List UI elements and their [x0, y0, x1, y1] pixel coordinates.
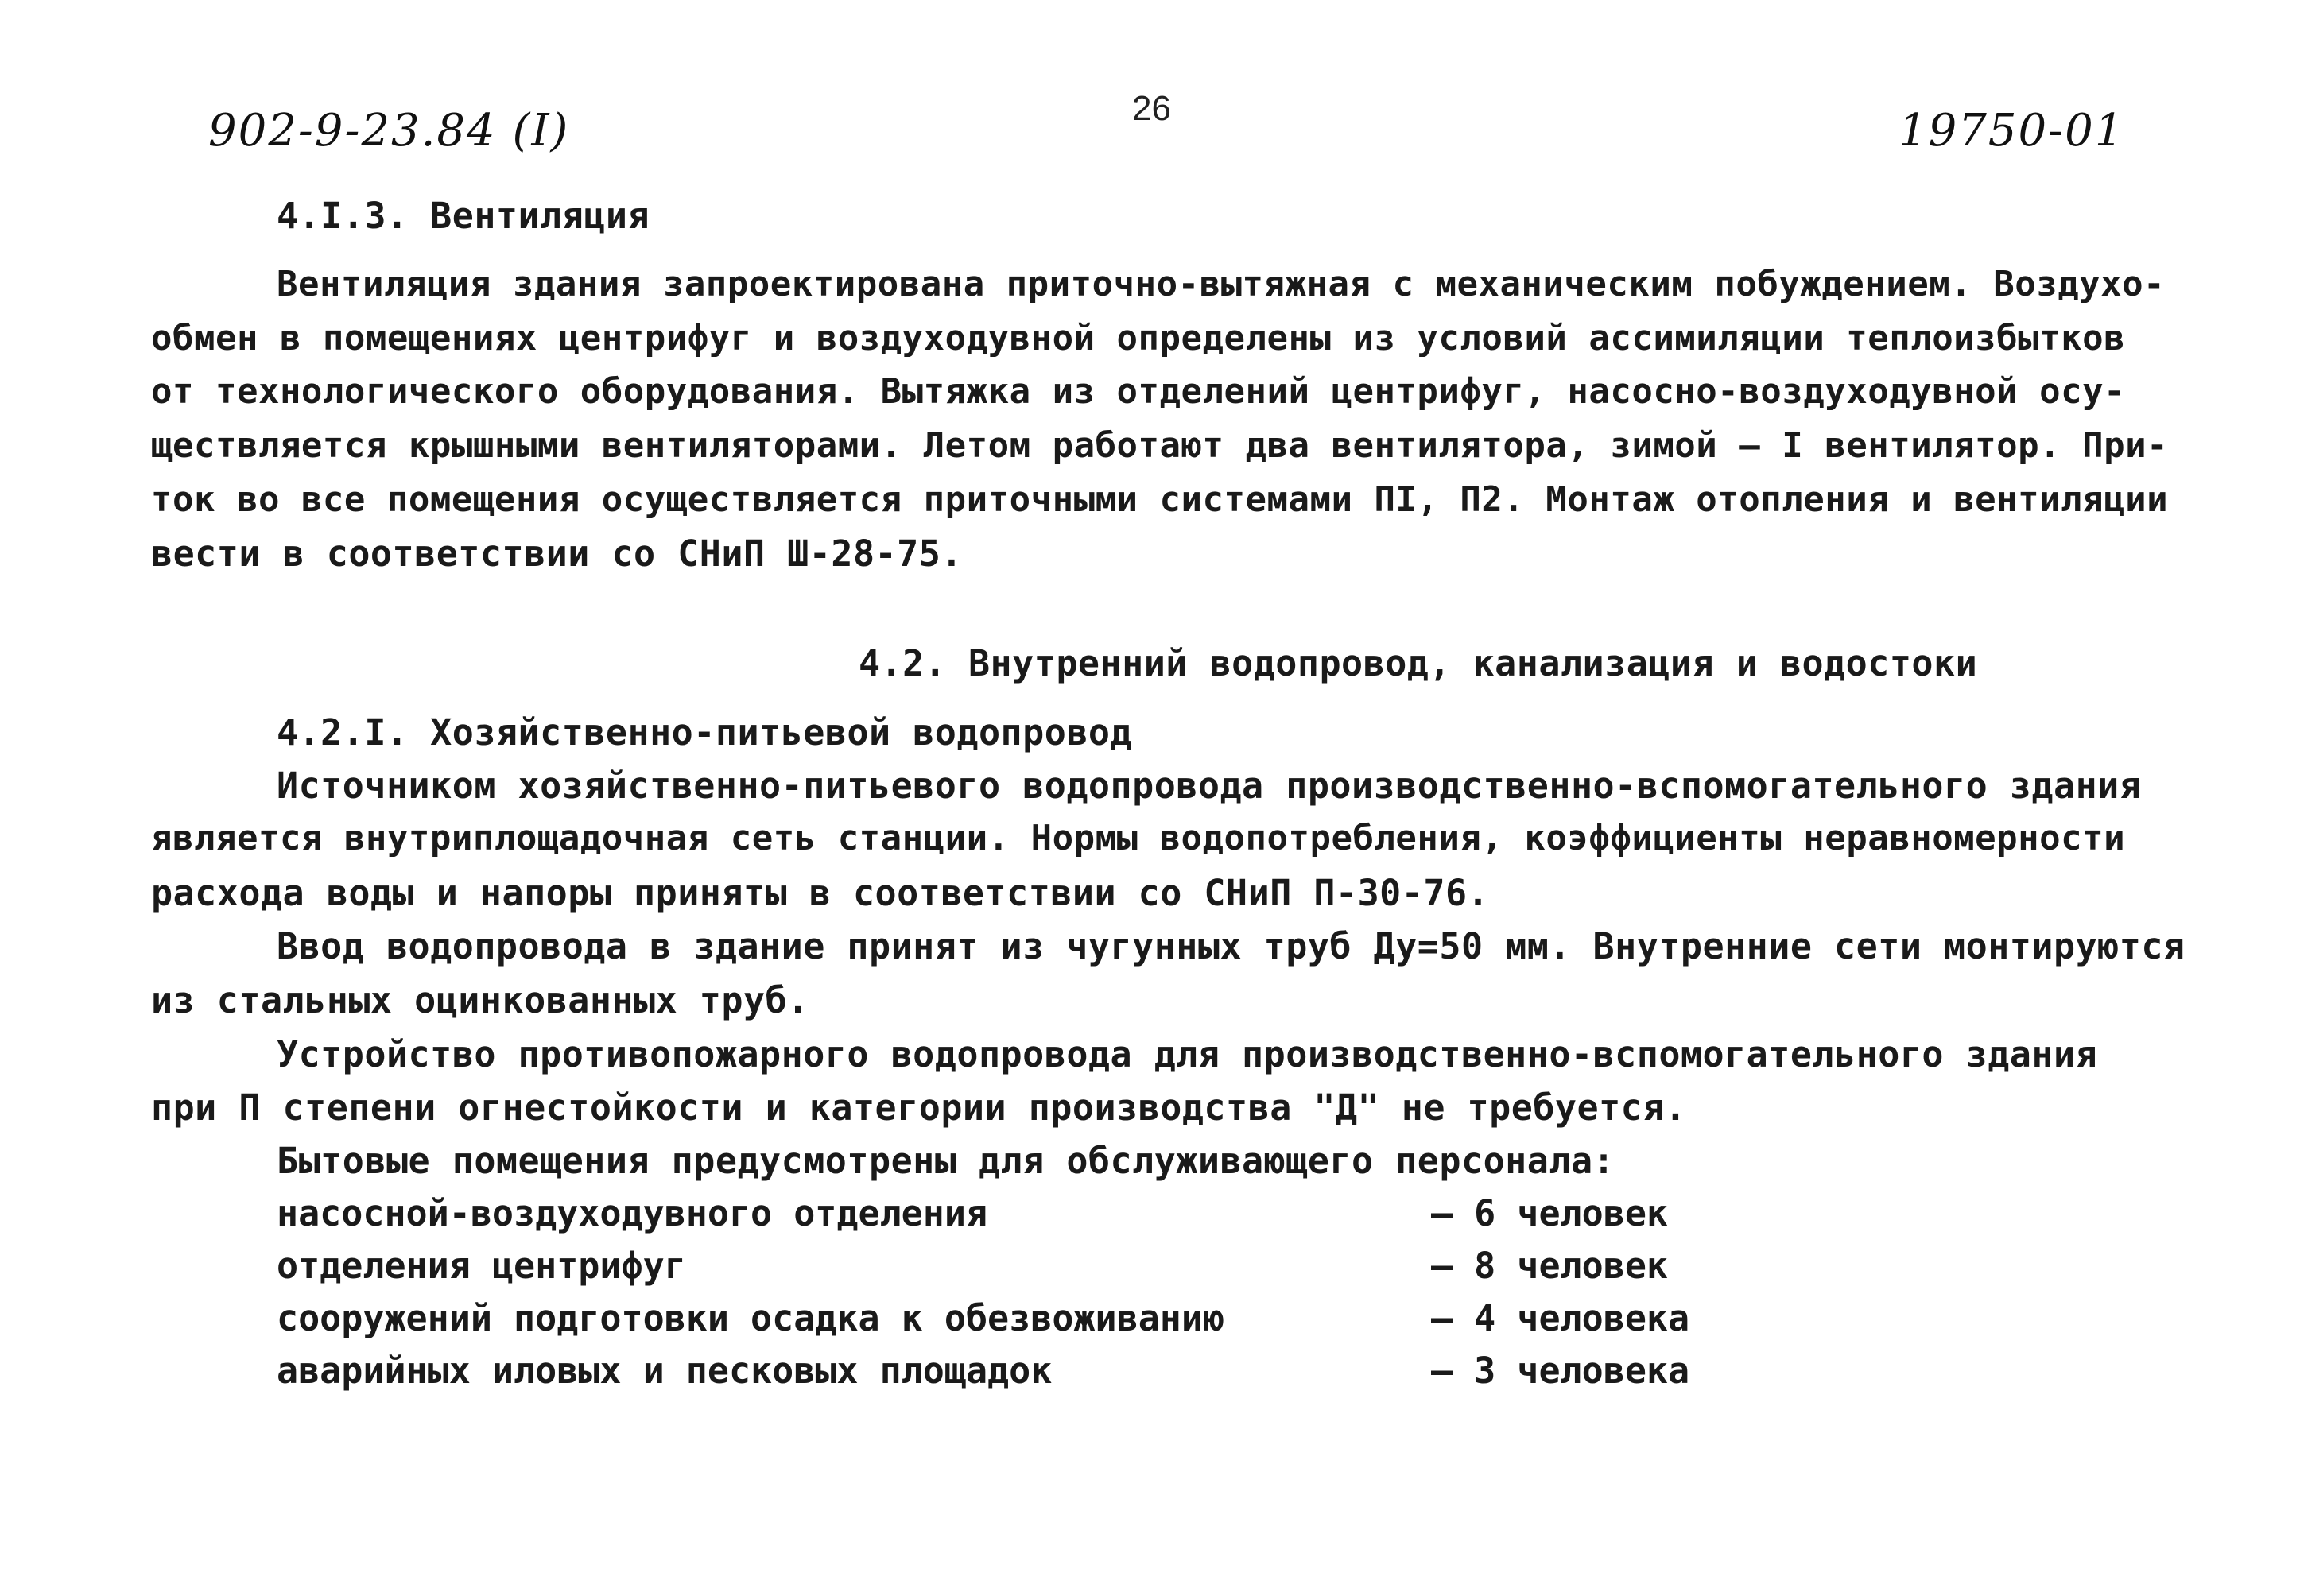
paragraph-line: ществляется крышными вентиляторами. Летом работают два вентилятора, зимой – I вентилятор. При- [151, 425, 2169, 466]
paragraph-line: от технологического оборудования. Вытяжка из отделений центрифуг, насосно-воздуходувной осу- [151, 371, 2126, 412]
paragraph-line: Бытовые помещения предусмотрены для обслуживающего персонала: [277, 1140, 1615, 1182]
paragraph-line: Ввод водопровода в здание принят из чугунных труб Ду=50 мм. Внутренние сети монтируются [277, 925, 2186, 967]
staff-item-value: – 3 человека [1431, 1350, 1690, 1392]
paragraph-line: расхода воды и напоры приняты в соответствии со СНиП П-30-76. [151, 872, 1490, 914]
staff-item-label: насосной-воздуходувного отделения [277, 1192, 988, 1234]
staff-item-value: – 4 человека [1431, 1297, 1690, 1339]
document-code-left: 902-9-23.84 (I) [208, 105, 570, 157]
staff-item-value: – 8 человек [1431, 1245, 1669, 1287]
paragraph-line: обмен в помещениях центрифуг и воздуходувной определены из условий ассимиляции теплоизбытков [151, 318, 2126, 358]
page-number: 26 [1132, 89, 1171, 128]
paragraph-line: ток во все помещения осуществляется приточными системами ПI, П2. Монтаж отопления и вентиляции [151, 479, 2169, 520]
paragraph-line: Источником хозяйственно-питьевого водопровода производственно-вспомогательного здания [277, 765, 2142, 807]
paragraph-line: из стальных оцинкованных труб. [151, 979, 809, 1021]
staff-item-label: отделения центрифуг [277, 1245, 686, 1287]
document-code-right: 19750-01 [1899, 105, 2125, 157]
paragraph-line: Вентиляция здания запроектирована приточно-вытяжная с механическим побуждением. Воздухо- [277, 264, 2166, 304]
paragraph-line: Устройство противопожарного водопровода для производственно-вспомогательного здания [277, 1033, 2098, 1075]
paragraph-line: является внутриплощадочная сеть станции. Нормы водопотребления, коэффициенты неравномерности [151, 818, 2126, 858]
staff-item-label: сооружений подготовки осадка к обезвоживанию [277, 1297, 1225, 1339]
staff-item-label: аварийных иловых и песковых площадок [277, 1350, 1053, 1392]
section-42-heading: 4.2. Внутренний водопровод, канализация и водостоки [859, 642, 1978, 684]
paragraph-line: вести в соответствии со СНиП Ш-28-75. [151, 533, 963, 575]
paragraph-line: при П степени огнестойкости и категории производства "Д" не требуется. [151, 1087, 1687, 1129]
staff-item-value: – 6 человек [1431, 1192, 1669, 1234]
section-421-heading: 4.2.I. Хозяйственно-питьевой водопровод [277, 711, 1133, 753]
section-413-heading: 4.I.3. Вентиляция [277, 195, 650, 237]
